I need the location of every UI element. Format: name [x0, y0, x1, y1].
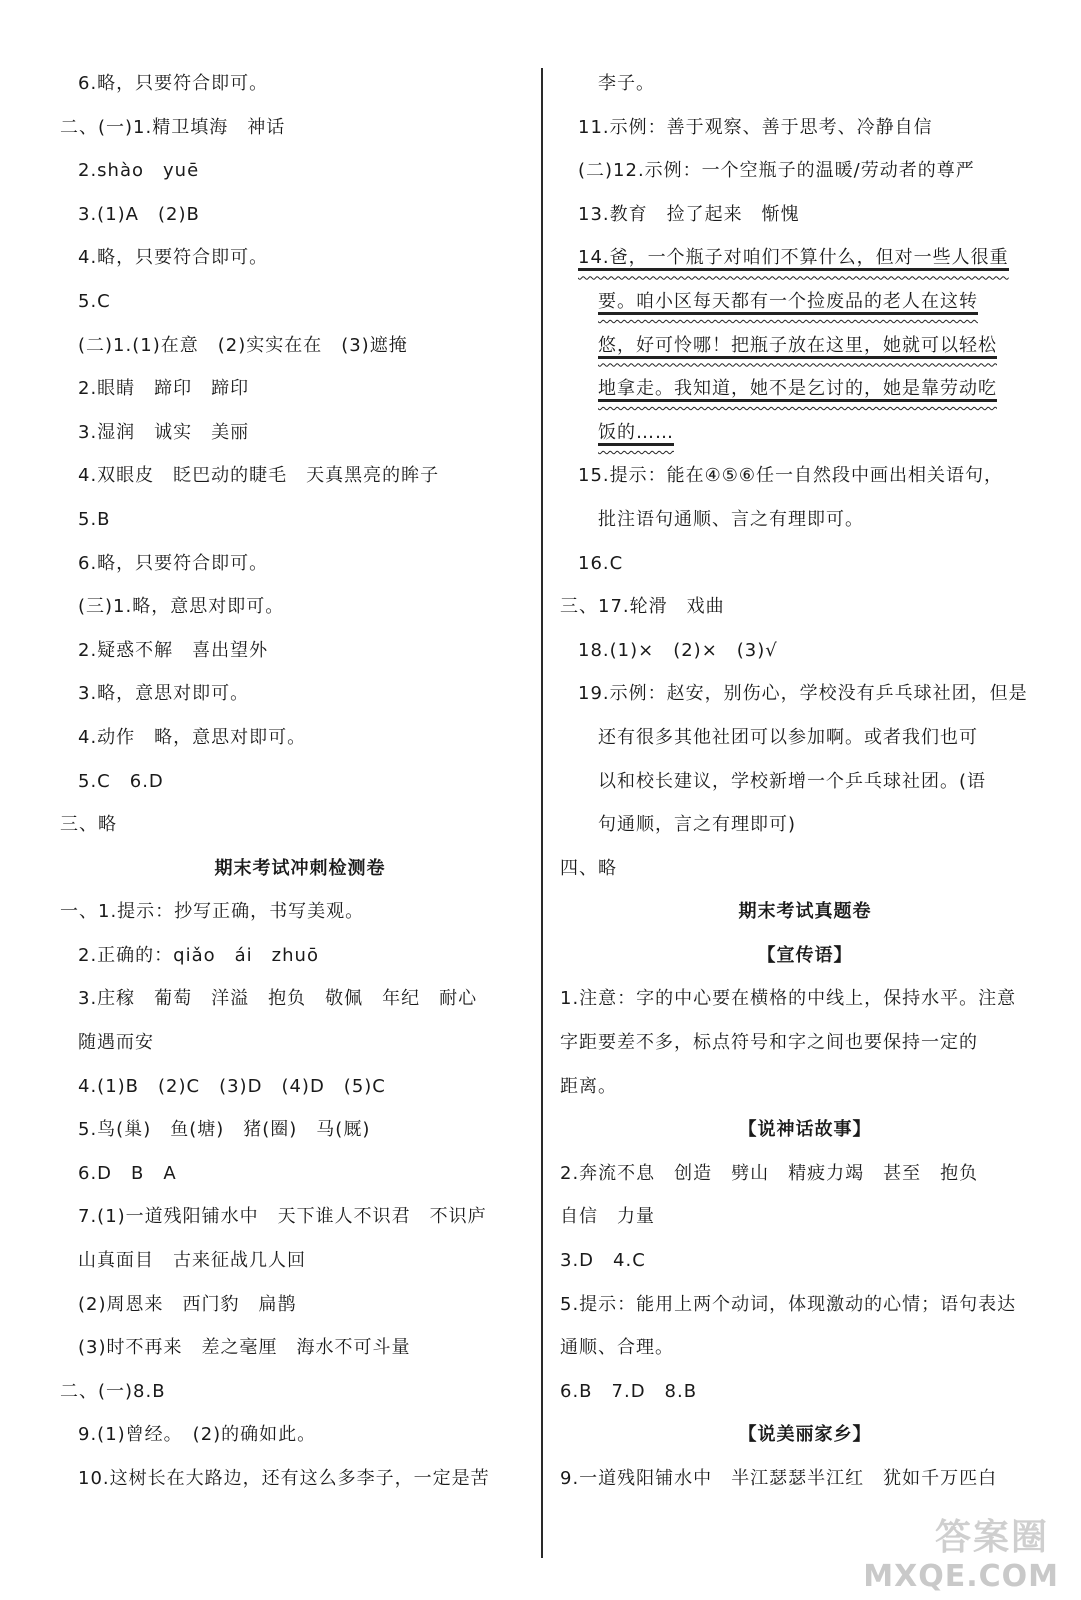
- answer-text: 【说美丽家乡】: [738, 1424, 872, 1446]
- right-column: [560, 62, 1050, 1501]
- watermark-logo: 答案圈: [934, 1517, 1049, 1558]
- answer-text: 5.B: [78, 508, 111, 530]
- answer-line: [560, 803, 1050, 847]
- section-title: [560, 1108, 1050, 1152]
- answer-line: [560, 1283, 1050, 1327]
- answer-line: [60, 672, 540, 716]
- answer-text: 【宣传语】: [757, 944, 853, 966]
- answer-line: [560, 542, 1050, 586]
- section-title: [560, 890, 1050, 934]
- answer-line: [60, 1457, 540, 1501]
- answer-text: 9.(1)曾经。 (2)的确如此。: [78, 1424, 317, 1446]
- answer-line: [60, 454, 540, 498]
- answer-line: [560, 1239, 1050, 1283]
- answer-line: [560, 1065, 1050, 1109]
- answer-text: 9.一道残阳铺水中 半江瑟瑟半江红 犹如千万匹白: [560, 1468, 998, 1489]
- answer-text: 6.略，只要符合即可。: [78, 73, 269, 94]
- answer-text: 13.教育 捡了起来 惭愧: [578, 203, 800, 225]
- answer-line: [560, 672, 1050, 716]
- answer-line: [60, 890, 540, 934]
- answer-line: [560, 324, 1050, 368]
- answer-line: [60, 498, 540, 542]
- answer-text: 二、(一)1.精卫填海 神话: [60, 116, 286, 138]
- answer-text: 自信 力量: [560, 1206, 655, 1228]
- answer-text: 2.疑惑不解 喜出望外: [78, 639, 269, 661]
- answer-text: 5.鸟(巢) 鱼(塘) 猪(圈) 马(厩): [78, 1119, 371, 1141]
- answer-text: 通顺、合理。: [560, 1337, 674, 1359]
- answer-text: 7.(1)一道残阳铺水中 天下谁人不识君 不识庐: [78, 1206, 487, 1228]
- answer-line: [60, 585, 540, 629]
- answer-line: [60, 1021, 540, 1065]
- answer-text: 句通顺，言之有理即可): [598, 814, 797, 836]
- answer-line: [560, 629, 1050, 673]
- answer-line: [560, 149, 1050, 193]
- answer-text: 11.示例：善于观察、善于思考、冷静自信: [578, 116, 933, 138]
- answer-text: 5.提示：能用上两个动词，体现激动的心情；语句表达: [560, 1293, 1017, 1315]
- answer-line: [60, 1370, 540, 1414]
- answer-text: 3.D 4.C: [560, 1250, 646, 1272]
- answer-line: [60, 411, 540, 455]
- answer-text: 3.略，意思对即可。: [78, 683, 250, 705]
- answer-text: 距离。: [560, 1075, 617, 1097]
- answer-line: [60, 1239, 540, 1283]
- answer-line: [60, 977, 540, 1021]
- answer-text: 6.D B A: [78, 1162, 177, 1184]
- answer-text: 18.(1)× (2)× (3)√: [578, 639, 778, 661]
- answer-line: [60, 716, 540, 760]
- answer-text: 【说神话故事】: [738, 1119, 872, 1141]
- answer-line: [560, 280, 1050, 324]
- answer-line: [560, 367, 1050, 411]
- answer-text: 字距要差不多，标点符号和字之间也要保持一定的: [560, 1032, 978, 1054]
- answer-line: [60, 629, 540, 673]
- answer-text: 1.注意：字的中心要在横格的中线上，保持水平。注意: [560, 988, 1017, 1010]
- column-divider: [541, 68, 543, 1558]
- answer-text: 4.(1)B (2)C (3)D (4)D (5)C: [78, 1075, 386, 1097]
- answer-text: 四、略: [560, 857, 617, 879]
- answer-line: [60, 1152, 540, 1196]
- answer-text: 饭的……: [598, 422, 674, 446]
- answer-text: (二)1.(1)在意 (2)实实在在 (3)遮掩: [78, 334, 408, 356]
- answer-line: [60, 760, 540, 804]
- answer-text: 批注语句通顺、言之有理即可。: [598, 508, 864, 530]
- answer-text: 4.动作 略，意思对即可。: [78, 726, 307, 748]
- answer-line: [60, 149, 540, 193]
- answer-text: (二)12.示例：一个空瓶子的温暖/劳动者的尊严: [578, 160, 975, 182]
- answer-line: [60, 367, 540, 411]
- answer-line: [60, 1413, 540, 1457]
- answer-line: [560, 977, 1050, 1021]
- answer-text: 3.湿润 诚实 美丽: [78, 421, 250, 443]
- answer-line: [560, 716, 1050, 760]
- answer-text: 6.B 7.D 8.B: [560, 1380, 698, 1402]
- answer-line: [60, 106, 540, 150]
- answer-line: [560, 106, 1050, 150]
- answer-text: 6.略，只要符合即可。: [78, 552, 269, 574]
- answer-line: [60, 280, 540, 324]
- answer-text: 以和校长建议，学校新增一个乒乓球社团。(语: [598, 770, 987, 792]
- answer-line: [560, 585, 1050, 629]
- answer-text: 4.双眼皮 眨巴动的睫毛 天真黑亮的眸子: [78, 465, 440, 487]
- left-column: [60, 62, 540, 1501]
- answer-text: 19.示例：赵安，别伤心，学校没有乒乓球社团，但是: [578, 683, 1028, 705]
- answer-line: [560, 1370, 1050, 1414]
- watermark-site: MXQE.COM: [863, 1559, 1059, 1594]
- answer-line: [60, 62, 540, 106]
- answer-line: [560, 1152, 1050, 1196]
- answer-text: 二、(一)8.B: [60, 1380, 166, 1402]
- answer-line: [560, 1326, 1050, 1370]
- answer-line: [60, 1108, 540, 1152]
- answer-line: [560, 498, 1050, 542]
- answer-text: 地拿走。我知道，她不是乞讨的，她是靠劳动吃: [598, 378, 997, 402]
- answer-text: 期末考试真题卷: [738, 901, 872, 923]
- answer-line: [60, 324, 540, 368]
- answer-line: [60, 1283, 540, 1327]
- answer-text: 15.提示：能在④⑤⑥任一自然段中画出相关语句，: [578, 465, 1004, 487]
- answer-text: 李子。: [598, 73, 655, 94]
- answer-line: [60, 236, 540, 280]
- answer-line: [60, 542, 540, 586]
- answer-text: 山真面目 古来征战几人回: [78, 1250, 306, 1272]
- answer-line: [560, 62, 1050, 106]
- answer-text: (3)时不再来 差之毫厘 海水不可斗量: [78, 1337, 411, 1359]
- answer-line: [560, 760, 1050, 804]
- answer-text: (三)1.略，意思对即可。: [78, 596, 285, 618]
- answer-line: [560, 1021, 1050, 1065]
- section-title: [560, 1413, 1050, 1457]
- answer-text: 三、17.轮滑 戏曲: [560, 596, 725, 618]
- answer-line: [60, 803, 540, 847]
- answer-text: 还有很多其他社团可以参加啊。或者我们也可: [598, 726, 978, 748]
- answer-line: [60, 1195, 540, 1239]
- answer-text: 10.这树长在大路边，还有这么多李子，一定是苦: [78, 1468, 490, 1489]
- answer-line: [60, 1326, 540, 1370]
- answer-line: [560, 193, 1050, 237]
- answer-text: 三、略: [60, 814, 117, 836]
- answer-text: 要。咱小区每天都有一个捡废品的老人在这转: [598, 291, 978, 315]
- answer-text: 16.C: [578, 552, 624, 574]
- answer-text: 随遇而安: [78, 1032, 154, 1054]
- answer-line: [560, 411, 1050, 455]
- answer-line: [560, 236, 1050, 280]
- answer-line: [560, 847, 1050, 891]
- answer-line: [560, 1195, 1050, 1239]
- watermark: [863, 1504, 1059, 1594]
- answer-text: 3.(1)A (2)B: [78, 203, 200, 225]
- section-title: [60, 847, 540, 891]
- answer-text: 悠，好可怜哪！把瓶子放在这里，她就可以轻松: [598, 335, 997, 359]
- answer-text: 2.shào yuē: [78, 160, 200, 182]
- answer-text: 2.正确的：qiǎo ái zhuō: [78, 944, 319, 966]
- answer-text: 2.眼睛 蹄印 蹄印: [78, 378, 250, 400]
- answer-text: 期末考试冲刺检测卷: [214, 857, 386, 879]
- answer-line: [560, 1457, 1050, 1501]
- answer-line: [60, 193, 540, 237]
- answer-line: [560, 454, 1050, 498]
- section-title: [560, 934, 1050, 978]
- answer-text: 2.奔流不息 创造 劈山 精疲力竭 甚至 抱负: [560, 1162, 979, 1184]
- answer-text: 14.爸，一个瓶子对咱们不算什么，但对一些人很重: [578, 247, 1009, 271]
- answer-text: 3.庄稼 葡萄 洋溢 抱负 敬佩 年纪 耐心: [78, 988, 478, 1010]
- answer-line: [60, 934, 540, 978]
- answer-text: 4.略，只要符合即可。: [78, 247, 269, 269]
- answer-text: 一、1.提示：抄写正确，书写美观。: [60, 901, 365, 923]
- answer-text: (2)周恩来 西门豹 扁鹊: [78, 1293, 297, 1315]
- answer-text: 5.C 6.D: [78, 770, 164, 792]
- answer-text: 5.C: [78, 290, 111, 312]
- answer-line: [60, 1065, 540, 1109]
